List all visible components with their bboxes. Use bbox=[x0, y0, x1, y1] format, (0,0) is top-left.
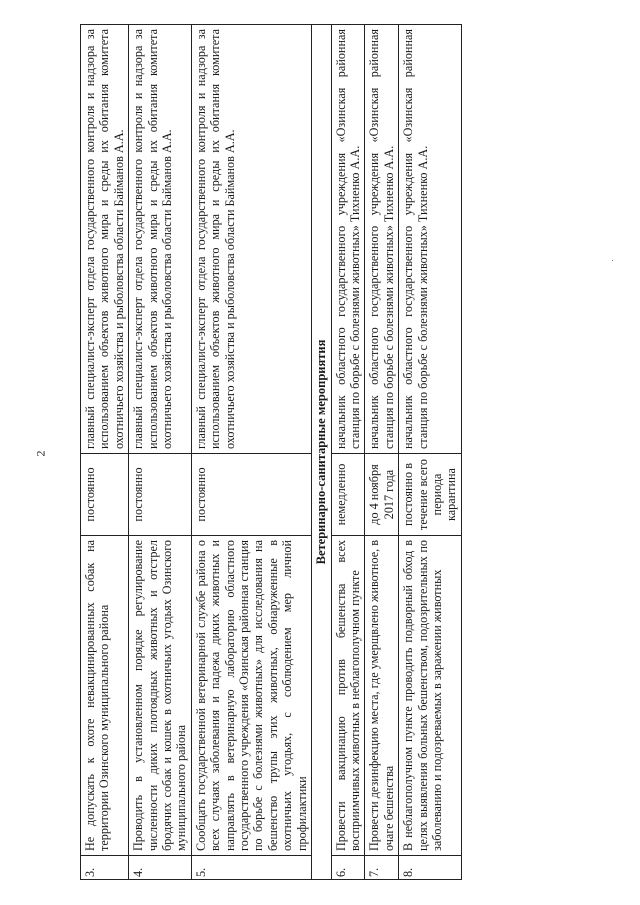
measures-table-wrapper bbox=[80, 25, 560, 880]
row-action: Проводить в установленном порядке регулирование численности диких плотоядных животных и отстрел бродячих собак и кошек в охотничьих угодьях Озинского муниципального района bbox=[129, 536, 192, 856]
row-action: Не допускать к охоте невакцинированных собак на территории Озинского муниципального района bbox=[81, 536, 129, 856]
row-responsible: главный специалист-эксперт отдела государственного контроля и надзора за использованием объектов животного мира и среды их обитания комитета охотничьего хозяйства и рыболовства области Байманов А.А. bbox=[129, 25, 192, 454]
row-action: Провести вакцинацию против бешенства всех восприимчивых животных в неблагополучном пункте bbox=[331, 536, 365, 856]
row-term: до 4 ноября 2017 года bbox=[365, 454, 399, 536]
row-term: постоянно в течение всего периода карантина bbox=[399, 454, 462, 536]
scan-mark bbox=[612, 260, 613, 261]
row-responsible: начальник областного государственного учреждения «Озинская районная станция по борьбе с болезнями животных» Тихненко А.А. bbox=[399, 25, 462, 454]
table-row bbox=[191, 25, 311, 880]
page-number: 2 bbox=[33, 450, 48, 457]
section-title: Ветеринарно-санитарные мероприятия bbox=[312, 25, 331, 880]
row-term: немедленно bbox=[331, 454, 365, 536]
row-number: 6. bbox=[331, 856, 365, 880]
row-number: 5. bbox=[191, 856, 311, 880]
row-action: В неблагополучном пункте проводить подворный обход в целях выявления больных бешенством, подозрительных по заболеванию и подозреваемых в заражении животных bbox=[399, 536, 462, 856]
measures-table bbox=[80, 24, 462, 880]
row-term: постоянно bbox=[129, 454, 192, 536]
row-number: 7. bbox=[365, 856, 399, 880]
row-number: 4. bbox=[129, 856, 192, 880]
row-term: постоянно bbox=[191, 454, 311, 536]
table-row bbox=[81, 25, 129, 880]
table-row bbox=[399, 25, 462, 880]
section-row bbox=[312, 25, 331, 880]
row-number: 3. bbox=[81, 856, 129, 880]
row-action: Провести дезинфекцию места, где умерщвлено животное, в очаге бешенства bbox=[365, 536, 399, 856]
table-row bbox=[365, 25, 399, 880]
row-responsible: начальник областного государственного учреждения «Озинская районная станция по борьбе с болезнями животных» Тихненко А.А. bbox=[365, 25, 399, 454]
table-row bbox=[331, 25, 365, 880]
row-term: постоянно bbox=[81, 454, 129, 536]
row-number: 8. bbox=[399, 856, 462, 880]
row-responsible: главный специалист-эксперт отдела государственного контроля и надзора за использованием объектов животного мира и среды их обитания комитета охотничьего хозяйства и рыболовства области Байманов А.А. bbox=[81, 25, 129, 454]
row-responsible: начальник областного государственного учреждения «Озинская районная станция по борьбе с болезнями животных» Тихненко А.А. bbox=[331, 25, 365, 454]
table-row bbox=[129, 25, 192, 880]
row-action: Сообщать государственной ветеринарной службе района о всех случаях заболевания и падежа диких животных и направлять в ветеринарную лабораторию областного государственного учреждения «Озинская районная станция по борьбе с болезнями животных» для исследования на бешенство трупы этих животных, обнаруженные в охотничьих угодьях, с соблюдением мер личной профилактики bbox=[191, 536, 311, 856]
row-responsible: главный специалист-эксперт отдела государственного контроля и надзора за использованием объектов животного мира и среды их обитания комитета охотничьего хозяйства и рыболовства области Байманов А.А. bbox=[191, 25, 311, 454]
